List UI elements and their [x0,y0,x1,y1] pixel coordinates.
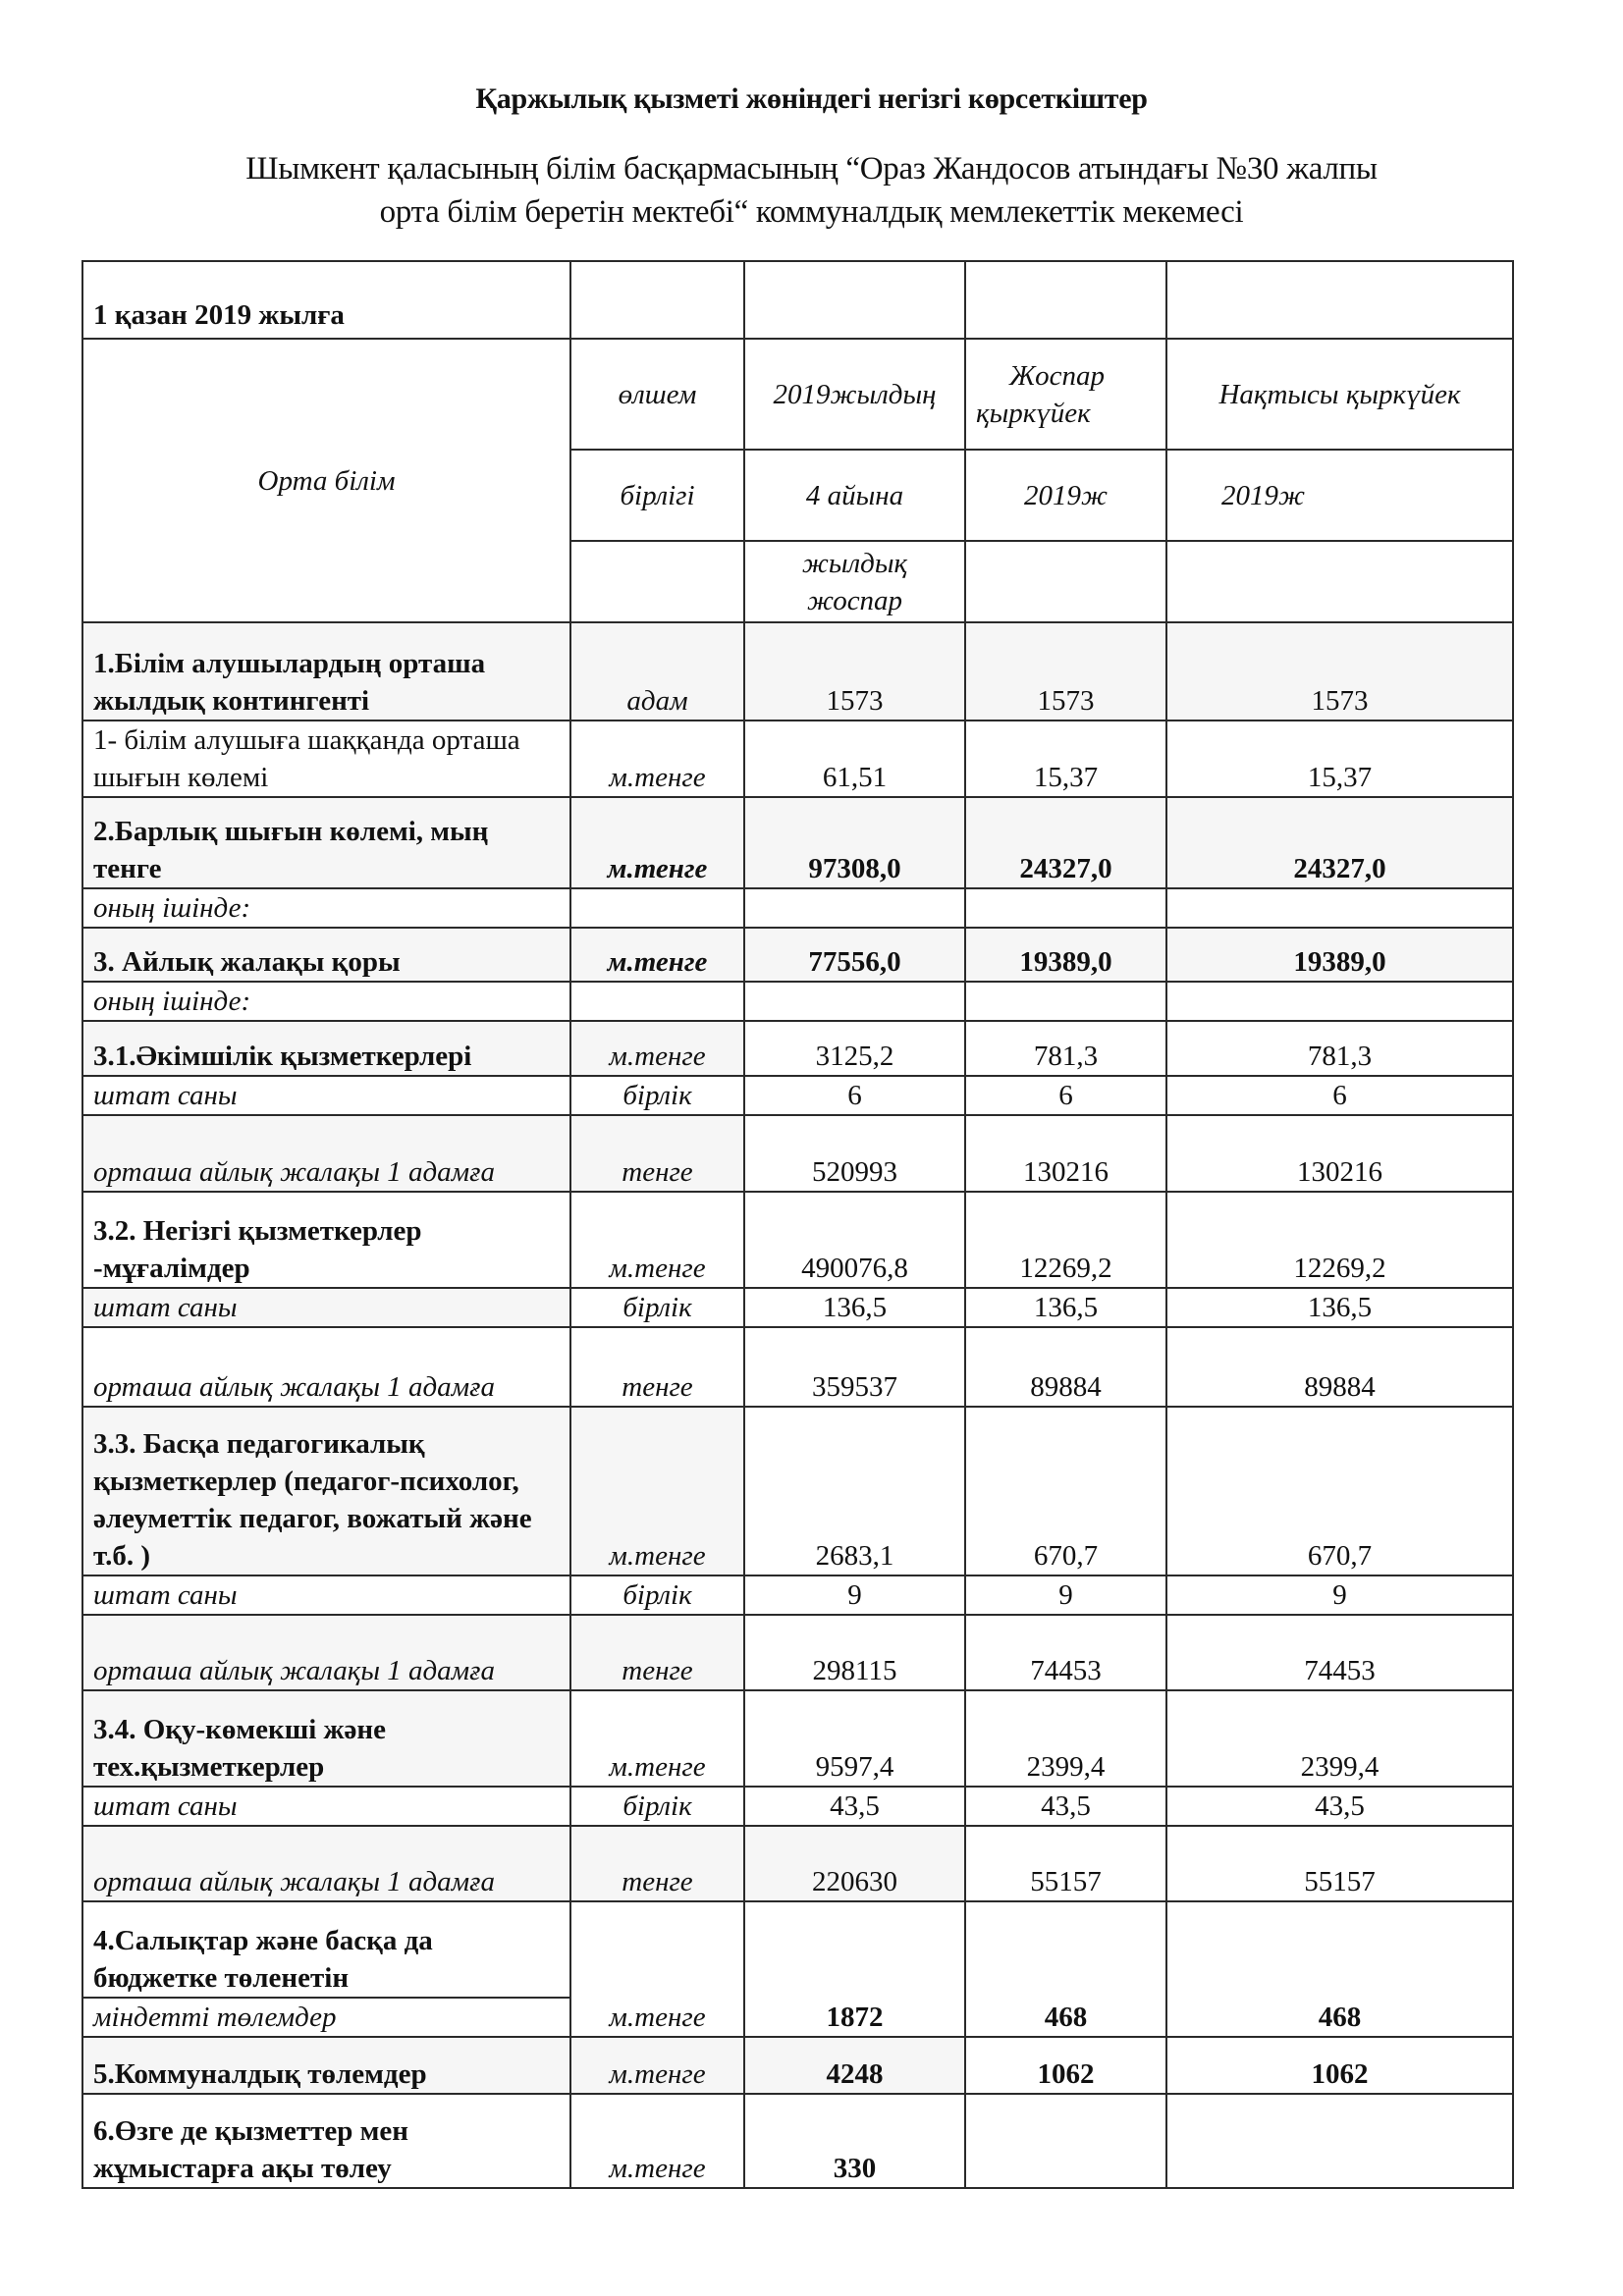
row-unit: тенге [570,1327,744,1407]
row-plan: 468 [965,1901,1166,2037]
header-empty-cell [1166,261,1513,339]
row-plan: 89884 [965,1327,1166,1407]
row-fact: 24327,0 [1166,797,1513,888]
row-annual: 298115 [744,1615,965,1690]
row-annual: 136,5 [744,1288,965,1327]
row-plan: 2399,4 [965,1690,1166,1787]
row-fact: 89884 [1166,1327,1513,1407]
row-annual: 220630 [744,1826,965,1901]
table-row [82,622,1513,721]
row-unit: тенге [570,1115,744,1192]
row-annual: 3125,2 [744,1021,965,1076]
table-row [82,2094,1513,2188]
row-label: 5.Коммуналдық төлемдер [82,2037,570,2094]
row-plan: 12269,2 [965,1192,1166,1288]
row-fact: 55157 [1166,1826,1513,1901]
row-unit: бірлік [570,1288,744,1327]
row-fact: 6 [1166,1076,1513,1115]
row-label: орташа айлық жалақы 1 адамға [82,1615,570,1690]
row-fact: 12269,2 [1166,1192,1513,1288]
row-label: штат саны [82,1787,570,1826]
row-annual: 61,51 [744,721,965,797]
row-unit: м.тенге [570,721,744,797]
table-row [82,928,1513,982]
header-empty-cell [965,261,1166,339]
row-unit: м.тенге [570,2094,744,2188]
header-annual-plan-cell [744,541,965,622]
row-annual [744,888,965,928]
row-fact: 130216 [1166,1115,1513,1192]
row-fact: 15,37 [1166,721,1513,797]
row-annual: 6 [744,1076,965,1115]
row-unit: м.тенге [570,928,744,982]
row-plan: 55157 [965,1826,1166,1901]
row-annual: 43,5 [744,1787,965,1826]
document-subtitle [0,147,1623,234]
row-fact: 1573 [1166,622,1513,721]
row-plan: 781,3 [965,1021,1166,1076]
header-row-titles [82,339,1513,450]
row-fact: 19389,0 [1166,928,1513,982]
row-annual: 9 [744,1575,965,1615]
row-fact: 2399,4 [1166,1690,1513,1787]
date-label: 1 қазан 2019 жылға [82,261,570,339]
table-row [82,1826,1513,1901]
section-label: Орта білім [82,339,570,622]
header-annual-line1: 2019жылдың [744,339,965,450]
row-label: оның ішінде: [82,982,570,1021]
header-unit-line2: бірлігі [570,450,744,541]
row-annual: 490076,8 [744,1192,965,1288]
row-fact: 1062 [1166,2037,1513,2094]
row-fact [1166,888,1513,928]
row-plan: 6 [965,1076,1166,1115]
row-label: 3.1.Әкімшілік қызметкерлері [82,1021,570,1076]
row-plan: 130216 [965,1115,1166,1192]
row-label: 3.4. Оқу-көмекші және тех.қызметкерлер [82,1690,570,1787]
header-plan-cell [965,339,1166,450]
row-unit: м.тенге [570,1407,744,1575]
row-label: 1- білім алушыға шаққанда орташа шығын көлемі [82,721,570,797]
row-plan: 43,5 [965,1787,1166,1826]
row-plan: 1573 [965,622,1166,721]
table-row [82,1407,1513,1575]
row-plan: 15,37 [965,721,1166,797]
row-label: орташа айлық жалақы 1 адамға [82,1115,570,1192]
row-unit: м.тенге [570,1690,744,1787]
row-label: орташа айлық жалақы 1 адамға [82,1826,570,1901]
table-row [82,1021,1513,1076]
row-fact: 9 [1166,1575,1513,1615]
header-empty-cell [570,541,744,622]
header-annual-line2: 4 айына [744,450,965,541]
row-label: штат саны [82,1076,570,1115]
row-annual: 1872 [744,1901,965,2037]
row-annual: 520993 [744,1115,965,1192]
header-empty-cell [570,261,744,339]
row-label: 1.Білім алушылардың орташа жылдық контингенті [82,622,570,721]
row-unit: бірлік [570,1076,744,1115]
row-label: 6.Өзге де қызметтер мен жұмыстарға ақы төлеу [82,2094,570,2188]
table-row [82,1288,1513,1327]
row-fact: 670,7 [1166,1407,1513,1575]
row-unit: м.тенге [570,2037,744,2094]
row-fact: 468 [1166,1901,1513,2037]
row-plan [965,888,1166,928]
row-label: 3.3. Басқа педагогикалық қызметкерлер (педагог-психолог, әлеуметтік педагог, вожатый және т.б. ) [82,1407,570,1575]
row-label: орташа айлық жалақы 1 адамға [82,1327,570,1407]
subtitle-line-2: орта білім беретін мектебі“ коммуналдық мемлекеттік мекемесі [379,194,1244,230]
row-label-sub: міндетті төлемдер [82,1998,570,2037]
row-plan [965,982,1166,1021]
row-unit: адам [570,622,744,721]
row-plan: 24327,0 [965,797,1166,888]
table-row [82,721,1513,797]
table-row [82,1192,1513,1288]
row-label: оның ішінде: [82,888,570,928]
row-unit [570,888,744,928]
row-unit: тенге [570,1826,744,1901]
row-annual: 359537 [744,1327,965,1407]
header-plan-line1: Жоспар [1009,359,1106,392]
header-fact-line1: Нақтысы қыркүйек [1166,339,1513,450]
row-fact [1166,982,1513,1021]
table-row [82,1076,1513,1115]
row-unit: м.тенге [570,1192,744,1288]
row-annual: 2683,1 [744,1407,965,1575]
table-row [82,1115,1513,1192]
row-fact [1166,2094,1513,2188]
header-plan-line2: қыркүйек [976,397,1091,429]
row-fact: 136,5 [1166,1288,1513,1327]
row-label: 2.Барлық шығын көлемі, мың тенге [82,797,570,888]
table-row [82,797,1513,888]
row-label: штат саны [82,1288,570,1327]
row-annual: 330 [744,2094,965,2188]
row-unit: м.тенге [570,1021,744,1076]
table-row [82,888,1513,928]
row-annual: 97308,0 [744,797,965,888]
row-unit [570,982,744,1021]
row-fact: 781,3 [1166,1021,1513,1076]
row-annual [744,982,965,1021]
row-label: 4.Салықтар және басқа да бюджетке төленетін [82,1901,570,1998]
subtitle-line-1: Шымкент қаласының білім басқармасының “Ораз Жандосов атындағы №30 жалпы [245,151,1378,187]
header-empty-cell [965,541,1166,622]
row-plan: 9 [965,1575,1166,1615]
table-row [82,982,1513,1021]
row-unit: тенге [570,1615,744,1690]
header-empty-cell [1166,541,1513,622]
table-row [82,1615,1513,1690]
header-unit-line1: өлшем [570,339,744,450]
row-annual: 77556,0 [744,928,965,982]
header-row-date [82,261,1513,339]
table-row [82,1901,1513,1998]
header-fact-line2: 2019ж [1166,450,1513,541]
row-plan: 670,7 [965,1407,1166,1575]
row-unit: м.тенге [570,1901,744,2037]
table-row [82,1327,1513,1407]
header-empty-cell [744,261,965,339]
row-label: штат саны [82,1575,570,1615]
header-annual-line3: жылдық [801,547,908,579]
row-label: 3.2. Негізгі қызметкерлер -мұғалімдер [82,1192,570,1288]
table-row [82,1575,1513,1615]
row-plan: 1062 [965,2037,1166,2094]
table-row [82,1787,1513,1826]
financial-indicators-table [81,260,1514,2189]
row-annual: 4248 [744,2037,965,2094]
row-plan: 136,5 [965,1288,1166,1327]
row-plan [965,2094,1166,2188]
row-annual: 1573 [744,622,965,721]
document-title: Қаржылық қызметі жөніндегі негізгі көрсеткіштер [475,82,1148,115]
row-plan: 19389,0 [965,928,1166,982]
header-plan-line3: 2019ж [965,450,1166,541]
table-row [82,1690,1513,1787]
row-fact: 43,5 [1166,1787,1513,1826]
header-annual-line4: жоспар [806,584,903,616]
row-label: 3. Айлық жалақы қоры [82,928,570,982]
row-fact: 74453 [1166,1615,1513,1690]
row-unit: м.тенге [570,797,744,888]
row-unit: бірлік [570,1787,744,1826]
row-annual: 9597,4 [744,1690,965,1787]
row-plan: 74453 [965,1615,1166,1690]
row-unit: бірлік [570,1575,744,1615]
table-row [82,2037,1513,2094]
